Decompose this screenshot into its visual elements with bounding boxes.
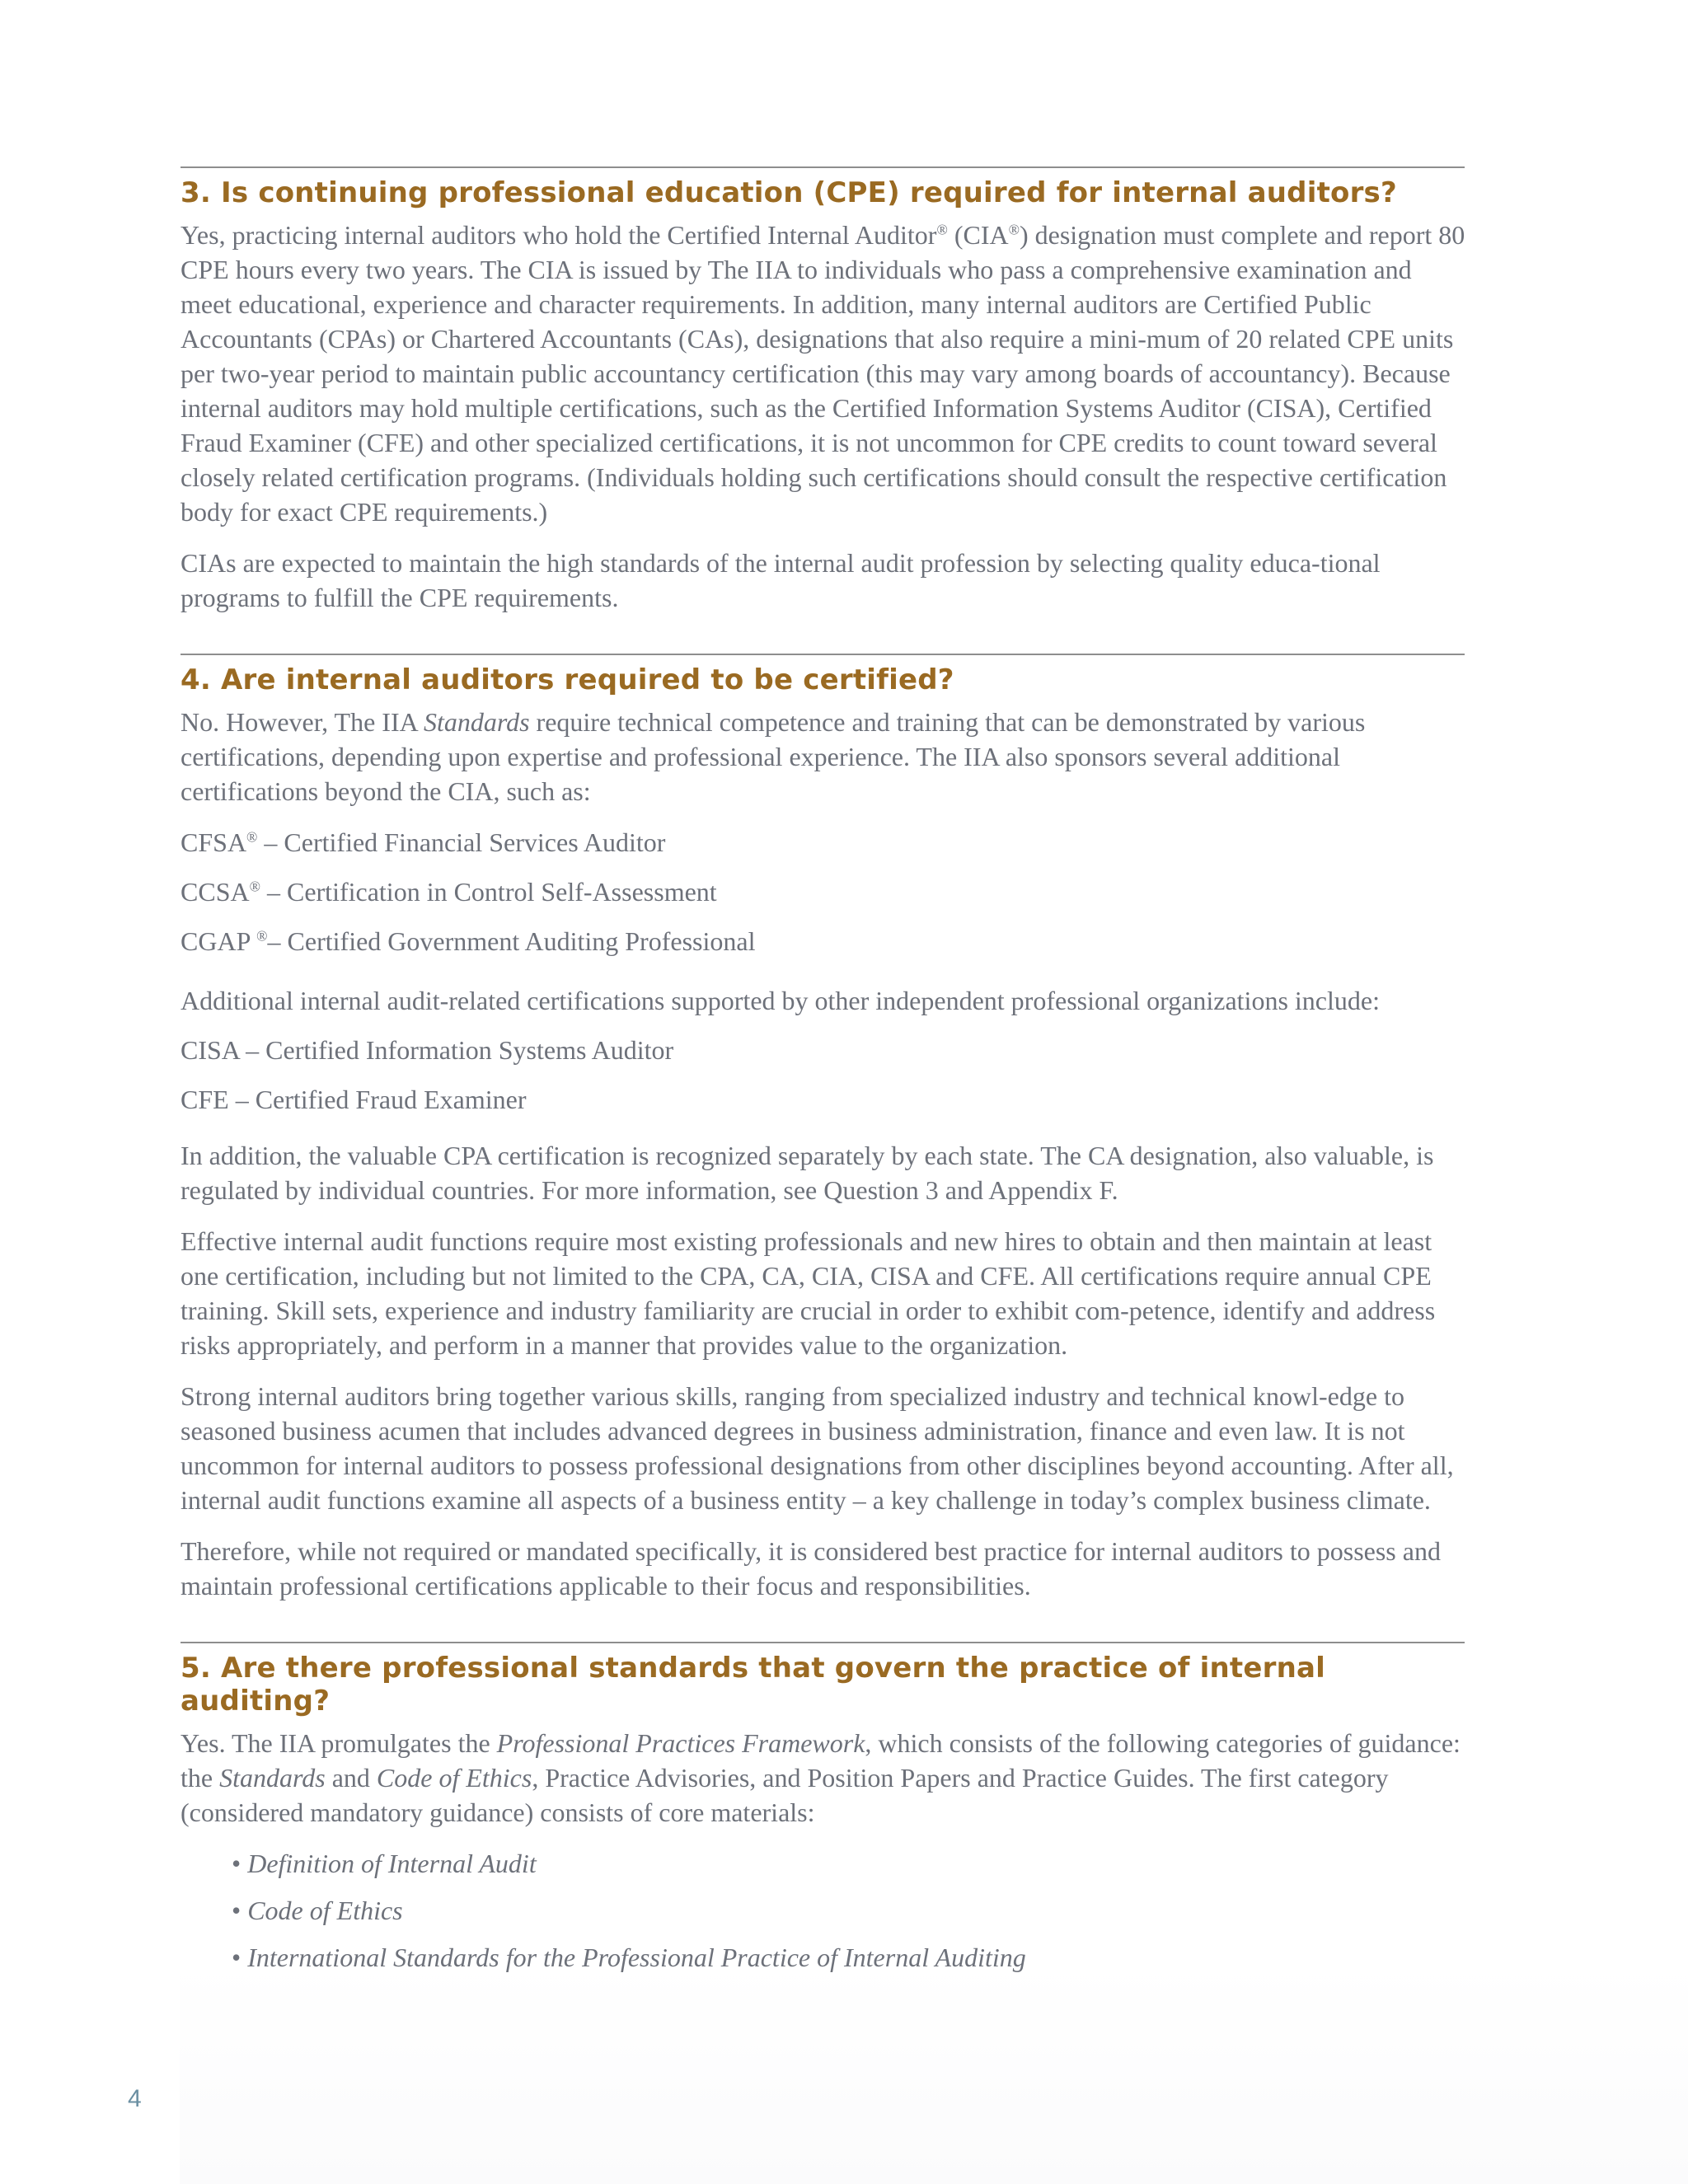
list-item: • Definition of Internal Audit: [232, 1849, 537, 1878]
list-item: • International Standards for the Professional Practice of Internal Auditing: [232, 1943, 1026, 1972]
other-cert-cisa: CISA – Certified Information Systems Auditor: [181, 1035, 674, 1065]
section-3-title: 3. Is continuing professional education (CPE) required for internal auditors?: [181, 176, 1397, 209]
section-4-paragraph-3: In addition, the valuable CPA certification is recognized separately by each state. The CA designation, also valuable, is regulated by individual countries. For more information, see Question 3 and Appendix F.: [181, 1141, 1434, 1205]
section-5-title: 5. Are there professional standards that govern the practice of internal auditing?: [181, 1652, 1325, 1718]
bullet-icon: •: [232, 1849, 241, 1878]
section-4-paragraph-2: Additional internal audit-related certifications supported by other independent professional organizations include:: [181, 986, 1380, 1015]
section-3-paragraph-1: Yes, practicing internal auditors who hold the Certified Internal Auditor® (CIA®) designation must complete and report 80 CPE hours every two years. The CIA is issued by The IIA to individuals who pass a comprehensive examination and meet educational, experience and character requirements. In addition, many internal auditors are Certified Public Accountants (CPAs) or Chartered Accountants (CAs), designations that also require a mini-mum of 20 related CPE units per two-year period to maintain public accountancy certification (this may vary among boards of accountancy). Because internal auditors may hold multiple certifications, such as the Certified Information Systems Auditor (CISA), Certified Fraud Examiner (CFE) and other specialized certifications, it is not uncommon for CPE credits to count toward several closely related certification programs. (Individuals holding such certifications should consult the respective certification body for exact CPE requirements.): [181, 220, 1465, 527]
section-3-paragraph-2: CIAs are expected to maintain the high standards of the internal audit profession by selecting quality educa-tional programs to fulfill the CPE requirements.: [181, 548, 1381, 612]
iia-cert-ccsa: CCSA® – Certification in Control Self-Assessment: [181, 877, 717, 907]
section-4-paragraph-5: Strong internal auditors bring together various skills, ranging from specialized industry and technical knowl-edge to seasoned business acumen that includes advanced degrees in business administration, finance and even law. It is not uncommon for internal auditors to possess professional designations from other disciplines beyond accounting. After all, internal audit functions examine all aspects of a business entity – a key challenge in today’s complex business climate.: [181, 1381, 1454, 1515]
section-5-paragraph-1: Yes. The IIA promulgates the Professional Practices Framework, which consists of the following categories of guidance: the Standards and Code of Ethics, Practice Advisories, and Position Papers and Practice Guides. The first category (considered mandatory guidance) consists of core materials:: [181, 1728, 1461, 1827]
core-materials-list: [232, 1846, 1466, 1975]
page-bottom-tint: [180, 1961, 1688, 2184]
section-divider: [181, 654, 1465, 655]
document-body: [181, 0, 1466, 1987]
bullet-icon: •: [232, 1943, 241, 1972]
iia-cert-cfsa: CFSA® – Certified Financial Services Auditor: [181, 827, 666, 857]
list-item: • Code of Ethics: [232, 1896, 403, 1925]
page-number: 4: [128, 2085, 142, 2112]
section-4-paragraph-4: Effective internal audit functions require most existing professionals and new hires to obtain and then maintain at least one certification, including but not limited to the CPA, CA, CIA, CISA and CFE. All certifications require annual CPE training. Skill sets, experience and industry familiarity are crucial in order to exhibit com-petence, identify and address risks appropriately, and perform in a manner that provides value to the organization.: [181, 1226, 1436, 1360]
iia-cert-cgap: CGAP ®– Certified Government Auditing Professional: [181, 926, 756, 956]
bullet-icon: •: [232, 1896, 241, 1925]
section-4-paragraph-1: No. However, The IIA Standards require technical competence and training that can be demonstrated by various certifications, depending upon expertise and professional experience. The IIA also sponsors several additional certifications beyond the CIA, such as:: [181, 707, 1366, 806]
section-4-paragraph-6: Therefore, while not required or mandated specifically, it is considered best practice for internal auditors to possess and maintain professional certifications applicable to their focus and responsibilities.: [181, 1536, 1441, 1601]
other-cert-cfe: CFE – Certified Fraud Examiner: [181, 1085, 527, 1114]
section-divider: [181, 1642, 1465, 1643]
section-4-title: 4. Are internal auditors required to be certified?: [181, 663, 954, 696]
section-divider: [181, 166, 1465, 168]
